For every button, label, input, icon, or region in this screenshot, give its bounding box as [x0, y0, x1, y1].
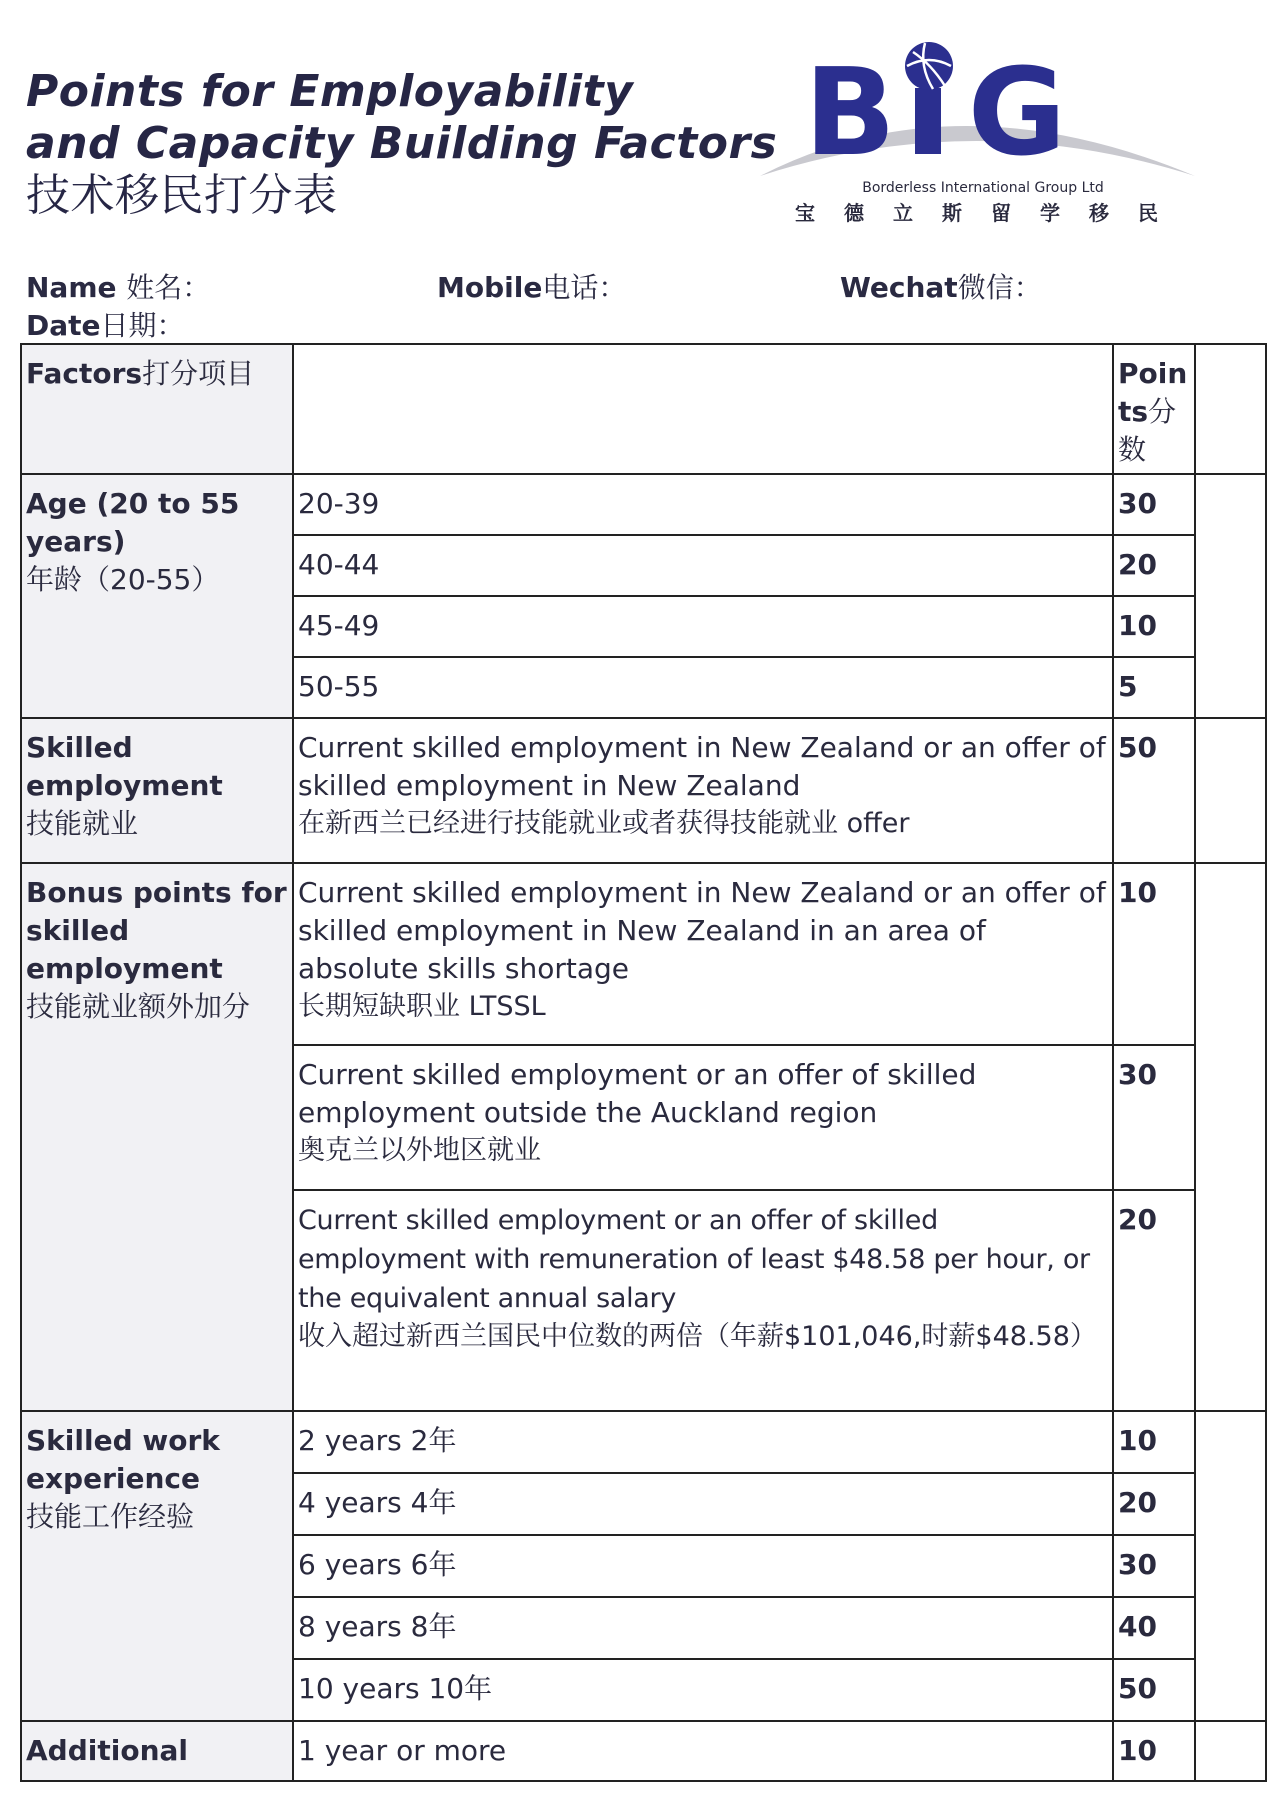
wechat-field [840, 266, 1042, 306]
row-points: 30 [1113, 474, 1195, 535]
table-header-row [21, 344, 1266, 474]
row-desc: 4 years 4年 [293, 1473, 1113, 1535]
big-logo [755, 36, 1195, 226]
logo-zh-char: 留 [991, 201, 1011, 225]
logo-zh-char: 宝 [795, 201, 815, 225]
date-label: Date [26, 309, 101, 342]
wechat-label: Wechat [840, 271, 958, 304]
row-points: 10 [1113, 863, 1195, 1045]
table-row [21, 474, 1266, 535]
row-desc: 20-39 [293, 474, 1113, 535]
date-field [26, 304, 185, 344]
factor-skilled-employment: Skilled employment 技能就业 [21, 718, 293, 863]
table-row [21, 863, 1266, 1045]
logo-letter-g: G [967, 44, 1067, 183]
row-points: 30 [1113, 1045, 1195, 1190]
logo-zh-char: 民 [1138, 201, 1158, 225]
row-points: 20 [1113, 1190, 1195, 1411]
wechat-label-zh: 微信： [957, 271, 1042, 304]
points-table [20, 343, 1267, 1782]
row-desc: Current skilled employment in New Zealand or an offer of skilled employment in New Zealand in an area of absolute skills shortage 长期短缺职业 LTSSL [293, 863, 1113, 1045]
row-desc: 6 years 6年 [293, 1535, 1113, 1597]
row-desc: 40-44 [293, 535, 1113, 596]
title-chinese: 技术移民打分表 [26, 170, 338, 221]
table-row [21, 1721, 1266, 1781]
page-title [26, 66, 777, 222]
row-points: 10 [1113, 1721, 1195, 1781]
row-desc: Current skilled employment in New Zealand or an offer of skilled employment in New Zealand 在新西兰已经进行技能就业或者获得技能就业 offer [293, 718, 1113, 863]
mobile-field [437, 266, 626, 306]
globe-icon [905, 42, 953, 90]
table-row [21, 718, 1266, 863]
title-line-2: and Capacity Building Factors [26, 118, 778, 169]
factor-age: Age (20 to 55 years) 年龄（20-55） [21, 474, 293, 718]
row-desc: 8 years 8年 [293, 1597, 1113, 1659]
row-desc: Current skilled employment or an offer of skilled employment with remuneration of least $48.58 per hour, or the equivalent annual salary 收入超过新西兰国民中位数的两倍（年薪$101,046,时薪$48.58） [293, 1190, 1113, 1411]
row-desc: 45-49 [293, 596, 1113, 657]
mobile-label: Mobile [437, 271, 543, 304]
score-cell [1195, 1721, 1266, 1781]
logo-zh-char: 移 [1089, 201, 1109, 225]
name-label-zh: 姓名： [126, 271, 211, 304]
logo-zh-char: 立 [893, 201, 913, 225]
logo-company-name: Borderless International Group Ltd [862, 180, 1104, 196]
logo-letter-i [915, 88, 941, 154]
logo-zh-char: 学 [1040, 201, 1060, 225]
score-cell [1195, 718, 1266, 863]
row-points: 40 [1113, 1597, 1195, 1659]
logo-zh-char: 斯 [942, 201, 962, 225]
row-desc: 10 years 10年 [293, 1659, 1113, 1721]
row-points: 30 [1113, 1535, 1195, 1597]
row-points: 10 [1113, 1411, 1195, 1473]
factor-bonus-points: Bonus points for skilled employment 技能就业额外加分 [21, 863, 293, 1411]
row-desc: Current skilled employment or an offer of skilled employment outside the Auckland region 奥克兰以外地区就业 [293, 1045, 1113, 1190]
row-points: 20 [1113, 1473, 1195, 1535]
factor-additional: Additional [21, 1721, 293, 1781]
row-points: 5 [1113, 657, 1195, 718]
logo-letter-b: B [804, 44, 896, 183]
title-line-1: Points for Employability [26, 66, 634, 117]
mobile-label-zh: 电话： [542, 271, 627, 304]
factor-work-experience: Skilled work experience 技能工作经验 [21, 1411, 293, 1721]
row-desc: 50-55 [293, 657, 1113, 718]
row-points: 20 [1113, 535, 1195, 596]
date-label-zh: 日期： [100, 309, 185, 342]
row-points: 50 [1113, 718, 1195, 863]
row-desc: 1 year or more [293, 1721, 1113, 1781]
logo-zh-char: 德 [844, 201, 864, 225]
name-field [26, 266, 210, 306]
row-desc: 2 years 2年 [293, 1411, 1113, 1473]
row-points: 10 [1113, 596, 1195, 657]
table-row [21, 1411, 1266, 1473]
score-column [1195, 344, 1266, 474]
header-points: Poin ts分 数 [1113, 344, 1195, 474]
header-factors: Factors打分项目 [21, 344, 293, 474]
row-points: 50 [1113, 1659, 1195, 1721]
name-label: Name [26, 271, 117, 304]
header-description [293, 344, 1113, 474]
score-cell [1195, 474, 1266, 718]
score-cell [1195, 1411, 1266, 1721]
score-cell [1195, 863, 1266, 1411]
